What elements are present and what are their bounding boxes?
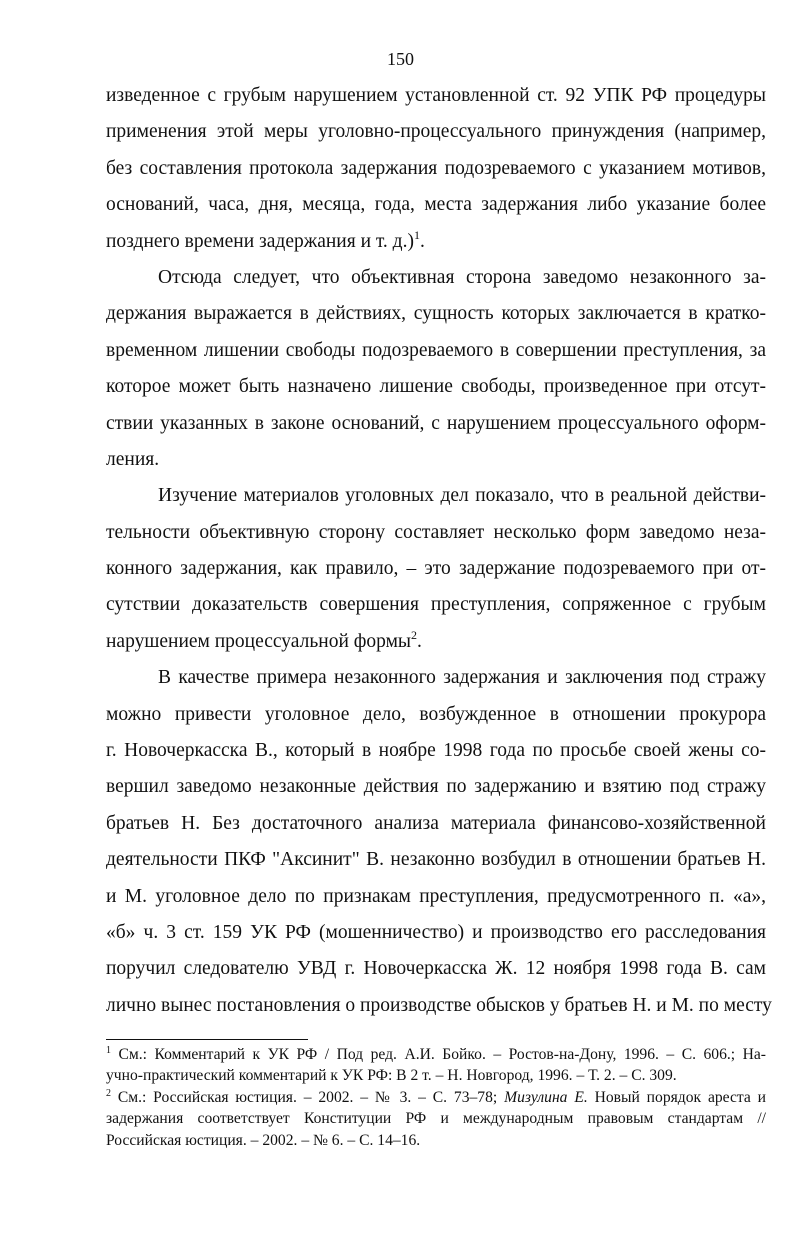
text-line: тельности объективную сторону составляет несколько форм заведомо неза- [106,521,766,543]
footnote-marker: 1 [106,1045,111,1056]
text-line: Изучение материалов уголовных дел показало, что в реальной действи- [158,485,766,507]
footnotes [106,1044,766,1151]
text-line: можно привести уголовное дело, возбужденное в отношении прокурора [106,703,766,725]
text-line: нарушением процессуальной формы$^2$. [106,627,422,652]
footnote-line: задержания соответствует Конституции РФ и международным правовым стандартам // [106,1110,766,1128]
text-line: без составления протокола задержания подозреваемого с указанием мотивов, [106,157,766,179]
footnote-line: $^1$ См.: Комментарий к УК РФ / Под ред. А.И. Бойко. – Ростов-на-Дону, 1996. – С. 606.; На- [106,1045,766,1063]
text-line: ления. [106,448,160,470]
footnote-marker: 2 [106,1087,111,1099]
text-line: позднего времени задержания и т. д.)$^1$. [106,227,425,252]
footnote-ref: 1 [413,227,420,242]
text-line: деятельности ПКФ "Аксинит" В. незаконно возбудил в отношении братьев Н. [106,849,766,871]
text-line: держания выражается в действиях, сущность которых заключается в кратко- [106,303,766,325]
text-line: Отсюда следует, что объективная сторона заведомо незаконного за- [158,266,766,288]
footnote-line: учно-практический комментарий к УК РФ: В 2 т. – Н. Новгород, 1996. – Т. 2. – С. 309. [106,1067,677,1085]
text-line: временном лишении свободы подозреваемого в совершении преступления, за [106,339,766,361]
text-line: которое может быть назначено лишение свободы, произведенное при отсут- [106,376,766,398]
text-line: оснований, часа, дня, месяца, года, места задержания либо указание более [106,194,766,216]
text-line: применения этой меры уголовно-процессуального принуждения (например, [106,121,766,143]
footnote-line: $^2$ См.: Российская юстиция. – 2002. – № 3. – С. 73–78; Мизулина Е. Новый порядок ареста и [106,1087,767,1106]
text-line: В качестве примера незаконного задержания и заключения под стражу [158,667,766,689]
text-line: сутствии доказательств совершения преступления, сопряженное с грубым [106,594,766,616]
text-line: изведенное с грубым нарушением установленной ст. 92 УПК РФ процедуры [106,85,766,106]
text-line: «б» ч. 3 ст. 159 УК РФ (мошенничество) и производство его расследования [106,921,766,943]
main-text [106,78,772,1024]
footnote-ref: 2 [411,627,418,642]
text-line: ствии указанных в законе оснований, с нарушением процессуального оформ- [106,412,766,434]
text-line: конного задержания, как правило, – это задержание подозреваемого при от- [106,558,766,580]
text-line: и М. уголовное дело по признакам преступления, предусмотренного п. «а», [106,885,766,907]
text-line: братьев Н. Без достаточного анализа материала финансово-хозяйственной [106,812,766,834]
text-line: г. Новочеркасска В., который в ноябре 1998 года по просьбе своей жены со- [106,740,766,762]
text-line: лично вынес постановления о производстве обысков у братьев Н. и М. по месту [106,994,772,1016]
text-line: поручил следователю УВД г. Новочеркасска Ж. 12 ноября 1998 года В. сам [106,958,766,980]
text-line: вершил заведомо незаконные действия по задержанию и взятию под стражу [106,776,766,798]
author-name: Мизулина Е. [504,1088,588,1106]
page-number: 150 [387,49,414,69]
footnote-separator [106,1039,308,1040]
footnote-line: Российская юстиция. – 2002. – № 6. – С. 14–16. [106,1131,421,1149]
